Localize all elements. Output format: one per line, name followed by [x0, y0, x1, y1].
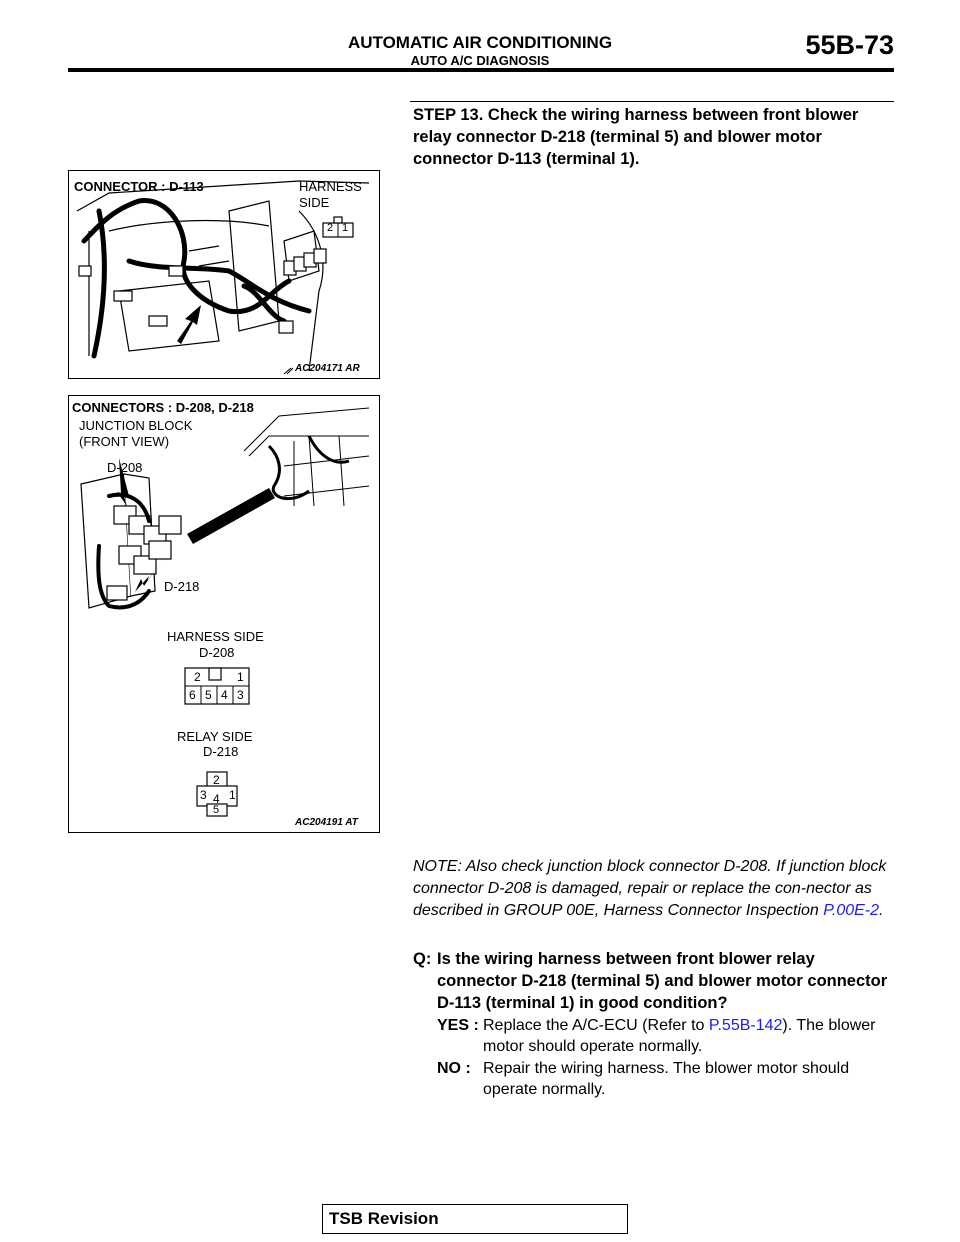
answer-yes-link[interactable]: P.55B-142 — [708, 1017, 783, 1034]
pin-label: 1 — [229, 788, 236, 802]
answer-yes-end: ). The blower motor should operate normally. — [483, 1017, 876, 1055]
answer-no-text: Repair the wiring harness. The blower motor should operate normally. — [483, 1060, 850, 1098]
pin-label: 1 — [342, 222, 349, 234]
harness-label-line1: HARNESS — [299, 179, 362, 194]
header-rule — [68, 68, 894, 72]
answer-yes-tag: YES : — [437, 1017, 479, 1034]
step-heading: STEP 13. Check the wiring harness between front blower relay connector D-218 (terminal 5) and blower motor connector D-113 (terminal 1). — [413, 106, 859, 168]
page-number: 55B-73 — [805, 30, 894, 60]
pin-label: 3 — [200, 788, 207, 802]
figure-code: AC204191 AT — [295, 817, 358, 828]
pin-label: 4 — [221, 688, 228, 702]
figure-connectors-d208-d218 — [68, 395, 380, 833]
answer-yes — [437, 1015, 893, 1057]
tsb-revision-box — [322, 1204, 628, 1234]
junction-block-label-line2: (FRONT VIEW) — [79, 434, 170, 449]
note-text: NOTE: Also check junction block connector D-208. If junction block connector D-208 is damaged, repair or replace the con-nector as described in GROUP 00E, Harness Connector Inspection — [413, 858, 887, 919]
pin-label: 2 — [213, 773, 220, 787]
pin-label: 5 — [213, 804, 220, 816]
manual-title: AUTOMATIC AIR CONDITIONING — [347, 33, 613, 52]
answer-no — [437, 1058, 893, 1100]
junction-block-label-line1: JUNCTION BLOCK — [79, 418, 193, 433]
pin-label: 2 — [194, 670, 201, 684]
note-link[interactable]: P.00E-2 — [823, 902, 880, 919]
d208-callout: D-208 — [107, 460, 143, 475]
figure1-title: CONNECTOR : D-113 — [74, 179, 204, 194]
pin-label: 6 — [189, 688, 196, 702]
tsb-revision-label: TSB Revision — [329, 1209, 439, 1228]
question-tag: Q: — [413, 950, 432, 968]
note-paragraph — [413, 856, 893, 922]
figure2-title: CONNECTORS : D-208, D-218 — [72, 400, 254, 415]
relay-connector-id: D-218 — [203, 744, 239, 759]
pin-label: 1 — [237, 670, 244, 684]
harness-side-label: HARNESS SIDE — [167, 629, 264, 644]
section-subtitle: AUTO A/C DIAGNOSIS — [410, 53, 550, 68]
dashboard-harness-illustration — [69, 171, 379, 378]
answer-yes-text: Replace the A/C-ECU (Refer to — [483, 1017, 709, 1034]
figure-code: AC204171 AR — [295, 363, 360, 374]
pin-label: 4 — [213, 792, 220, 806]
pin-label: 2 — [327, 222, 334, 234]
harness-label-line2: SIDE — [299, 195, 330, 210]
harness-connector-id: D-208 — [199, 645, 235, 660]
note-end: . — [879, 902, 884, 919]
answer-no-tag: NO : — [437, 1060, 471, 1077]
question-text: Is the wiring harness between front blower relay connector D-218 (terminal 5) and blower motor connector D-113 (terminal 1) in good condition? — [437, 950, 888, 1012]
question-block — [413, 948, 893, 1014]
pin-label: 3 — [237, 688, 244, 702]
d218-callout: D-218 — [164, 579, 200, 594]
relay-side-label: RELAY SIDE — [177, 729, 253, 744]
step-rule — [410, 101, 894, 102]
pin-label: 5 — [205, 688, 212, 702]
figure-connector-d113 — [68, 170, 380, 379]
